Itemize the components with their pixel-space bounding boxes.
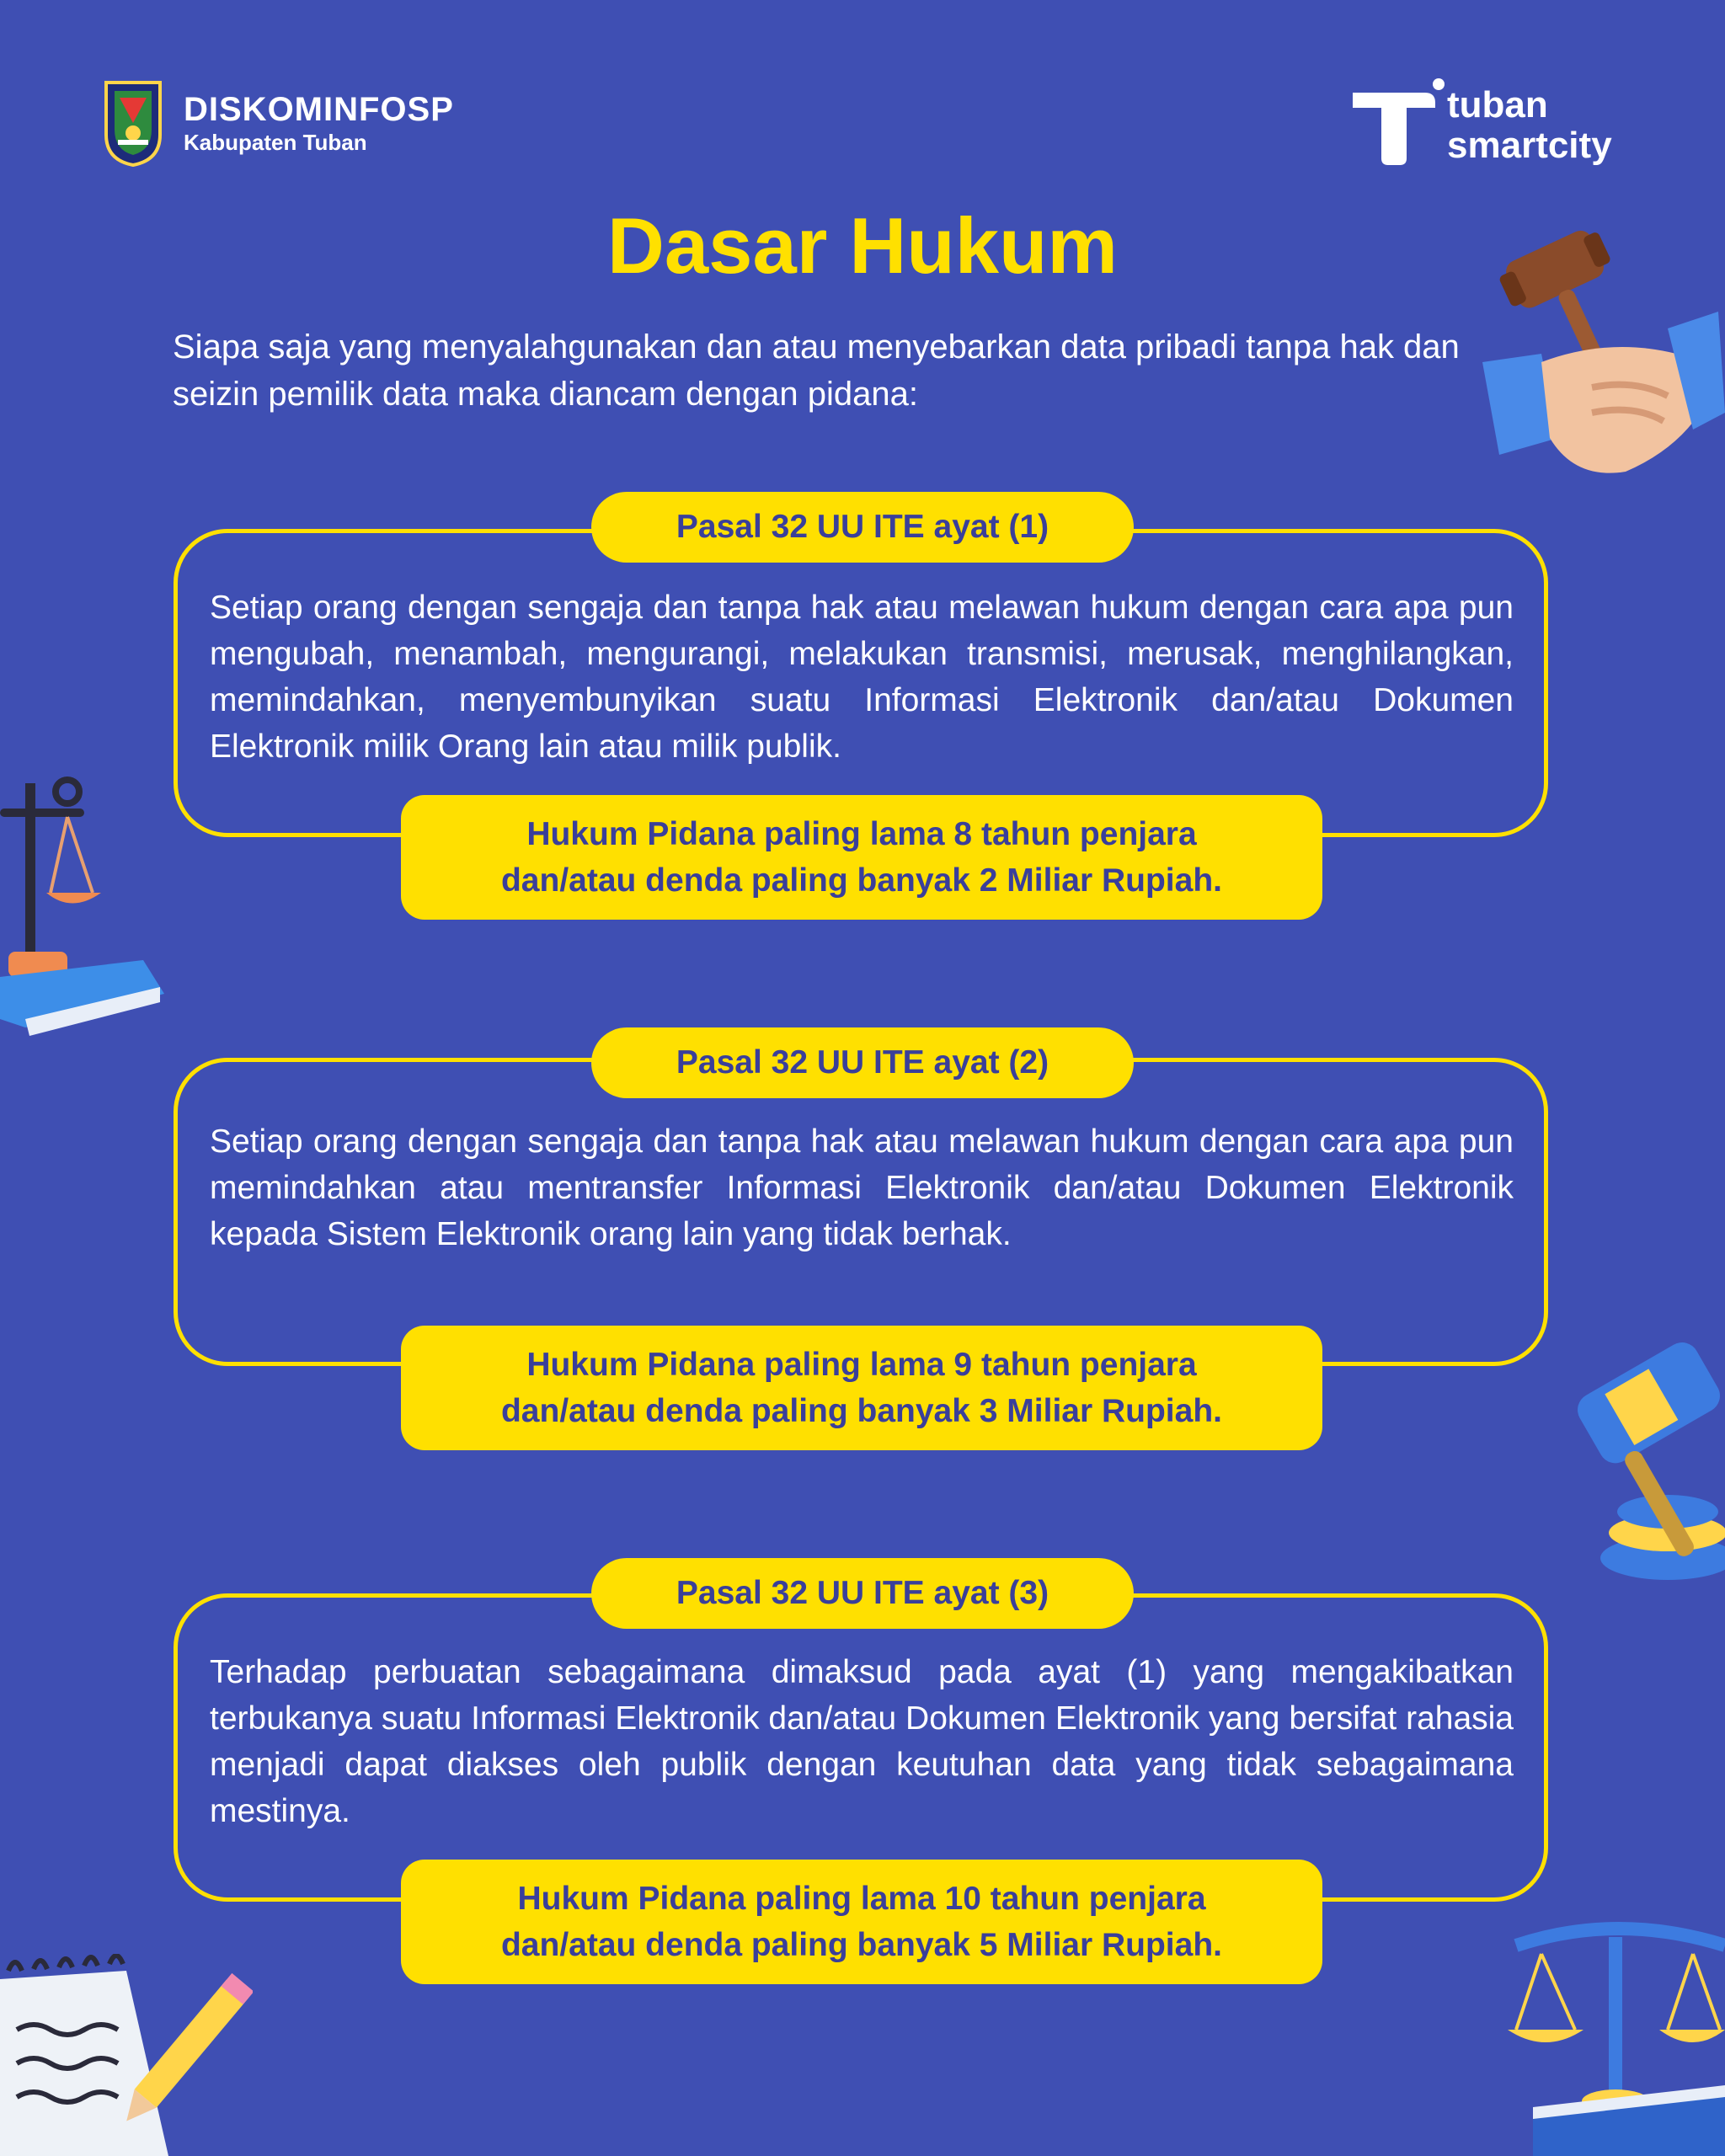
section-2-body: Setiap orang dengan sengaja dan tanpa hak atau melawan hukum dengan cara apa pun memindahkan atau mentransfer Informasi Elektronik dan/atau Dokumen Elektronik kepada Sistem Elektronik orang lain yang tidak berhak. [210,1123,1514,1252]
section-2-penalty [401,1326,1322,1450]
brand-line-2: smartcity [1447,125,1612,166]
intro-text: Siapa saja yang menyalahgunakan dan atau menyebarkan data pribadi tanpa hak dan seizin pemilik data maka diancam dengan pidana: [173,328,1460,413]
org-name: DISKOMINFOSP [184,91,454,128]
scales-books-icon [1499,1912,1725,2156]
penalty-line-2: dan/atau denda paling banyak 5 Miliar Rupiah. [500,1927,1222,1963]
section-3-heading: Pasal 32 UU ITE ayat (3) [591,1558,1134,1629]
penalty-line-1: Hukum Pidana paling lama 9 tahun penjara [526,1347,1197,1383]
penalty-line-1: Hukum Pidana paling lama 10 tahun penjara [517,1881,1206,1917]
penalty-line-2: dan/atau denda paling banyak 2 Miliar Rupiah. [500,862,1222,899]
penalty-line-2: dan/atau denda paling banyak 3 Miliar Rupiah. [500,1393,1222,1429]
section-1-penalty [401,795,1322,920]
section-3-penalty [401,1860,1322,1984]
section-1-heading: Pasal 32 UU ITE ayat (1) [591,492,1134,563]
tuban-smartcity-logo-icon [1348,77,1449,170]
org-subtitle: Kabupaten Tuban [184,130,367,155]
brand-line-1: tuban [1447,84,1548,125]
notepad-pencil-icon [0,1954,253,2156]
penalty-line-1: Hukum Pidana paling lama 8 tahun penjara [526,816,1197,852]
page-title: Dasar Hukum [607,201,1118,290]
section-1-body: Setiap orang dengan sengaja dan tanpa hak atau melawan hukum dengan cara apa pun mengubah, menambah, mengurangi, melakukan transmisi, merusak, menghilangkan, memindahkan, menyembunyikan suatu Informasi Elektronik dan/atau Dokumen Elektronik milik Orang lain atau milik publik. [210,590,1514,765]
regency-emblem-icon [103,79,163,167]
section-3-body: Terhadap perbuatan sebagaimana dimaksud pada ayat (1) yang mengakibatkan terbukanya suatu Informasi Elektronik dan/atau Dokumen Elektronik yang bersifat rahasia menjadi dapat diakses oleh publik dengan keutuhan data yang tidak sebagaimana mestinya. [210,1654,1514,1829]
gavel-icon [1550,1331,1725,1583]
section-2-heading: Pasal 32 UU ITE ayat (2) [591,1027,1134,1098]
tuban-smartcity-logo [1348,77,1626,170]
scales-book-icon [0,766,168,1053]
diskominfosp-logo [103,79,473,172]
